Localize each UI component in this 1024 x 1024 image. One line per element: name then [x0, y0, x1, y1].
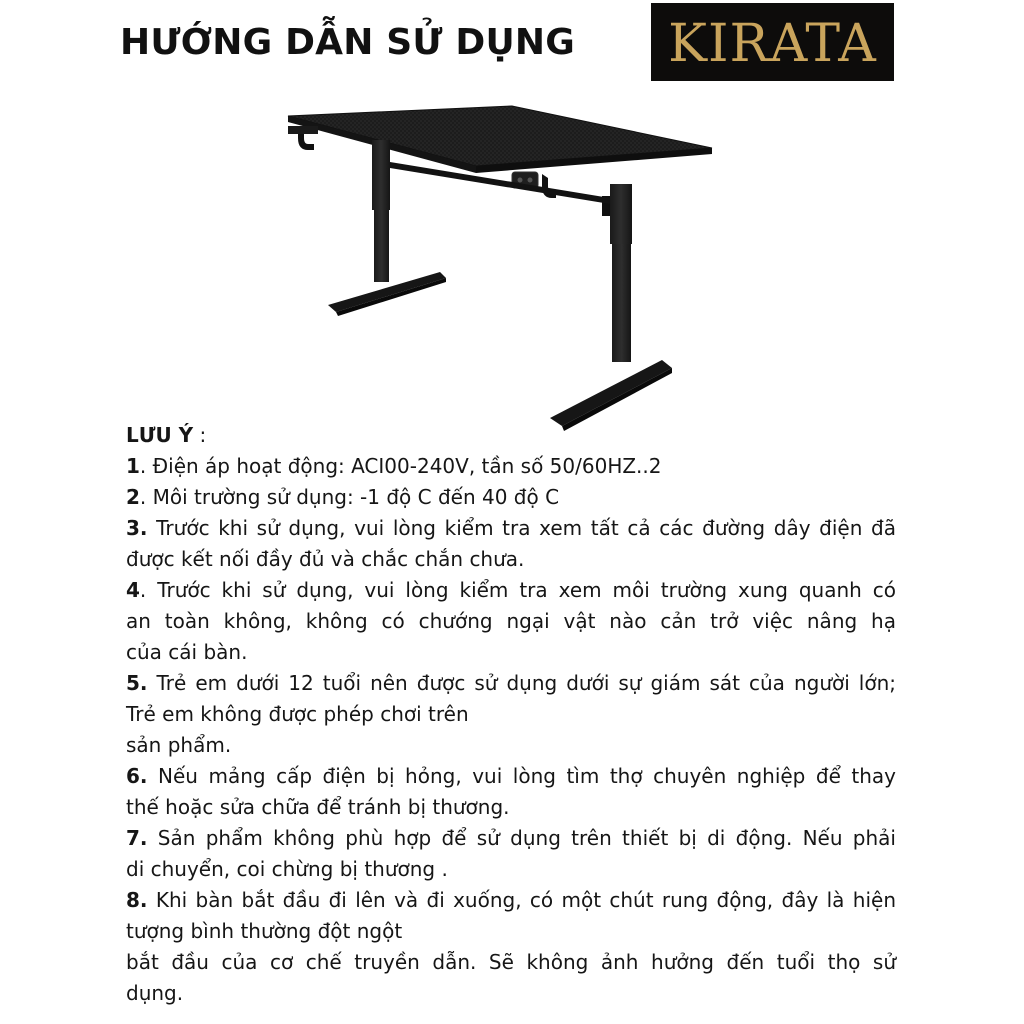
- left-leg-column: [372, 140, 390, 210]
- note-item-3: [126, 513, 896, 575]
- note-line: tượng bình thường đột ngột: [126, 919, 403, 943]
- note-number: 8.: [126, 888, 148, 912]
- note-number: 7.: [126, 826, 148, 850]
- note-line: của cái bàn.: [126, 640, 248, 664]
- standing-desk-illustration: [280, 100, 730, 435]
- note-line: bắt đầu của cơ chế truyền dẫn. Sẽ không ảnh hưởng đến tuổi thọ sử: [126, 950, 896, 974]
- note-line: [126, 885, 896, 916]
- note-text: Điện áp hoạt động: ACI00-240V, tần số 50/60HZ..2: [146, 454, 662, 478]
- note-item-8: [126, 885, 896, 1009]
- note-text: Khi bàn bắt đầu đi lên và đi xuống, có một chút rung động, đây là hiện: [147, 888, 896, 912]
- note-line: an toàn không, không có chướng ngại vật nào cản trở việc nâng hạ: [126, 609, 896, 633]
- note-item-2: [126, 482, 896, 513]
- note-text: Môi trường sử dụng: -1 độ C đến 40 độ C: [146, 485, 560, 509]
- note-item-1: [126, 451, 896, 482]
- note-line: [126, 823, 896, 854]
- note-item-5: [126, 668, 896, 761]
- note-line: di chuyển, coi chừng bị thương .: [126, 857, 448, 881]
- note-line: Trẻ em không được phép chơi trên: [126, 702, 469, 726]
- note-number: 3.: [126, 516, 148, 540]
- note-item-7: [126, 823, 896, 885]
- note-line: [126, 451, 896, 482]
- notes-list: [126, 451, 896, 1009]
- page-title: HƯỚNG DẪN SỬ DỤNG: [120, 22, 575, 63]
- note-line: được kết nối đầy đủ và chắc chắn chưa.: [126, 547, 525, 571]
- right-foot: [550, 360, 672, 426]
- note-line: dụng.: [126, 981, 184, 1005]
- note-item-6: [126, 761, 896, 823]
- note-number: 6.: [126, 764, 148, 788]
- note-text: Trước khi sử dụng, vui lòng kiểm tra xem tất cả các đường dây điện đã: [147, 516, 896, 540]
- note-number: 5.: [126, 671, 148, 695]
- note-line: [126, 482, 896, 513]
- note-text: Nếu mảng cấp điện bị hỏng, vui lòng tìm thợ chuyên nghiệp để thay: [147, 764, 896, 788]
- note-item-4: [126, 575, 896, 668]
- right-leg-column: [610, 184, 632, 244]
- note-number: 1: [126, 454, 140, 478]
- note-text: Trước khi sử dụng, vui lòng kiểm tra xem môi trường xung quanh có: [146, 578, 896, 602]
- note-line: [126, 668, 896, 699]
- brand-logo: [651, 3, 894, 81]
- note-text: Sản phẩm không phù hợp để sử dụng trên thiết bị di động. Nếu phải: [147, 826, 896, 850]
- note-number-separator: .: [139, 454, 147, 478]
- note-line: sản phẩm.: [126, 733, 232, 757]
- note-number: 2: [126, 485, 140, 509]
- note-line: [126, 513, 896, 544]
- note-number: 4: [126, 578, 140, 602]
- note-line: [126, 575, 896, 606]
- notes-heading: LƯU Ý :: [126, 423, 207, 447]
- note-number-separator: .: [139, 578, 147, 602]
- note-text: Trẻ em dưới 12 tuổi nên được sử dụng dưới sự giám sát của người lớn;: [147, 671, 896, 695]
- note-number-separator: .: [139, 485, 147, 509]
- note-line: [126, 761, 896, 792]
- note-line: thế hoặc sửa chữa để tránh bị thương.: [126, 795, 510, 819]
- notes-section: [126, 420, 896, 1009]
- brand-logo-text: KIRATA: [668, 14, 877, 74]
